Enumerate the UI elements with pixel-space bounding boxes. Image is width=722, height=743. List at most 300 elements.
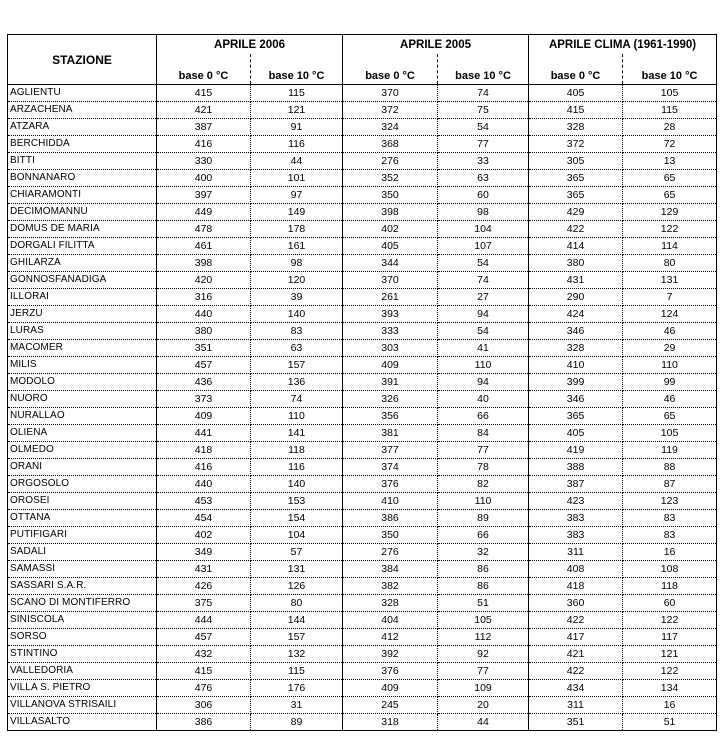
- table-body: [8, 85, 717, 731]
- value-cell-2005-base-10: 110: [438, 357, 529, 374]
- value-cell-clima-base-10: 46: [623, 391, 717, 408]
- value-cell-2006-base-10: 118: [251, 442, 343, 459]
- value-cell-2005-base-0: 368: [343, 136, 438, 153]
- station-name-cell: SORSO: [8, 629, 157, 646]
- value-cell-2005-base-0: 328: [343, 595, 438, 612]
- value-cell-2006-base-0: 436: [157, 374, 251, 391]
- value-cell-2005-base-10: 77: [438, 663, 529, 680]
- station-name-cell: AGLIENTU: [8, 85, 157, 102]
- value-cell-2005-base-0: 352: [343, 170, 438, 187]
- value-cell-2006-base-10: 178: [251, 221, 343, 238]
- value-cell-2005-base-10: 89: [438, 510, 529, 527]
- value-cell-2005-base-10: 104: [438, 221, 529, 238]
- value-cell-clima-base-10: 87: [623, 476, 717, 493]
- table-row: [8, 136, 717, 153]
- station-name-cell: ATZARA: [8, 119, 157, 136]
- table-row: [8, 408, 717, 425]
- value-cell-clima-base-0: 387: [529, 476, 623, 493]
- table-row: [8, 714, 717, 731]
- value-cell-2005-base-10: 109: [438, 680, 529, 697]
- value-cell-2005-base-0: 344: [343, 255, 438, 272]
- value-cell-2005-base-10: 63: [438, 170, 529, 187]
- value-cell-2006-base-0: 453: [157, 493, 251, 510]
- value-cell-2006-base-0: 415: [157, 85, 251, 102]
- value-cell-2005-base-0: 276: [343, 153, 438, 170]
- station-name-cell: STINTINO: [8, 646, 157, 663]
- value-cell-2005-base-0: 356: [343, 408, 438, 425]
- station-name-cell: GHILARZA: [8, 255, 157, 272]
- header-2006-base-10: base 10 °C: [251, 54, 343, 85]
- value-cell-2006-base-10: 140: [251, 476, 343, 493]
- value-cell-2006-base-0: 441: [157, 425, 251, 442]
- table-row: [8, 238, 717, 255]
- value-cell-2006-base-10: 115: [251, 85, 343, 102]
- value-cell-2005-base-0: 382: [343, 578, 438, 595]
- station-name-cell: NURALLAO: [8, 408, 157, 425]
- value-cell-2005-base-10: 40: [438, 391, 529, 408]
- value-cell-2005-base-0: 405: [343, 238, 438, 255]
- value-cell-2006-base-10: 116: [251, 136, 343, 153]
- value-cell-2006-base-0: 478: [157, 221, 251, 238]
- value-cell-clima-base-10: 65: [623, 187, 717, 204]
- value-cell-2005-base-10: 94: [438, 374, 529, 391]
- table-row: [8, 595, 717, 612]
- value-cell-2006-base-10: 126: [251, 578, 343, 595]
- station-name-cell: SAMASSI: [8, 561, 157, 578]
- value-cell-2006-base-0: 402: [157, 527, 251, 544]
- table-row: [8, 170, 717, 187]
- value-cell-clima-base-10: 46: [623, 323, 717, 340]
- value-cell-2005-base-10: 86: [438, 561, 529, 578]
- value-cell-2006-base-10: 83: [251, 323, 343, 340]
- value-cell-clima-base-10: 122: [623, 663, 717, 680]
- value-cell-clima-base-0: 290: [529, 289, 623, 306]
- station-name-cell: DECIMOMANNU: [8, 204, 157, 221]
- header-aprile-clima: APRILE CLIMA (1961-1990): [529, 35, 717, 55]
- value-cell-2006-base-10: 140: [251, 306, 343, 323]
- value-cell-2006-base-10: 101: [251, 170, 343, 187]
- value-cell-2006-base-0: 330: [157, 153, 251, 170]
- value-cell-2005-base-10: 44: [438, 714, 529, 731]
- value-cell-2006-base-0: 398: [157, 255, 251, 272]
- value-cell-2005-base-0: 303: [343, 340, 438, 357]
- value-cell-2006-base-10: 141: [251, 425, 343, 442]
- value-cell-2006-base-0: 386: [157, 714, 251, 731]
- value-cell-clima-base-10: 117: [623, 629, 717, 646]
- value-cell-2005-base-0: 326: [343, 391, 438, 408]
- table-row: [8, 119, 717, 136]
- header-aprile-2005: APRILE 2005: [343, 35, 529, 55]
- station-name-cell: JERZU: [8, 306, 157, 323]
- value-cell-clima-base-0: 429: [529, 204, 623, 221]
- value-cell-2006-base-0: 420: [157, 272, 251, 289]
- value-cell-2006-base-0: 426: [157, 578, 251, 595]
- value-cell-2006-base-10: 149: [251, 204, 343, 221]
- value-cell-clima-base-0: 360: [529, 595, 623, 612]
- value-cell-2006-base-10: 157: [251, 357, 343, 374]
- value-cell-2006-base-0: 449: [157, 204, 251, 221]
- value-cell-2006-base-10: 116: [251, 459, 343, 476]
- value-cell-2005-base-0: 370: [343, 85, 438, 102]
- table-row: [8, 510, 717, 527]
- value-cell-clima-base-10: 65: [623, 408, 717, 425]
- value-cell-clima-base-10: 72: [623, 136, 717, 153]
- value-cell-2005-base-10: 66: [438, 408, 529, 425]
- station-name-cell: CHIARAMONTI: [8, 187, 157, 204]
- value-cell-clima-base-10: 13: [623, 153, 717, 170]
- table-row: [8, 357, 717, 374]
- value-cell-2005-base-10: 105: [438, 612, 529, 629]
- table-row: [8, 306, 717, 323]
- value-cell-2006-base-0: 416: [157, 459, 251, 476]
- table-row: [8, 289, 717, 306]
- value-cell-clima-base-0: 414: [529, 238, 623, 255]
- value-cell-2006-base-10: 176: [251, 680, 343, 697]
- value-cell-clima-base-10: 28: [623, 119, 717, 136]
- value-cell-2005-base-10: 33: [438, 153, 529, 170]
- value-cell-2005-base-0: 384: [343, 561, 438, 578]
- value-cell-2005-base-0: 372: [343, 102, 438, 119]
- table-row: [8, 391, 717, 408]
- station-name-cell: BONNANARO: [8, 170, 157, 187]
- value-cell-2006-base-0: 461: [157, 238, 251, 255]
- table-row: [8, 442, 717, 459]
- station-name-cell: NUORO: [8, 391, 157, 408]
- value-cell-2005-base-10: 32: [438, 544, 529, 561]
- value-cell-clima-base-0: 434: [529, 680, 623, 697]
- station-name-cell: SADALI: [8, 544, 157, 561]
- value-cell-clima-base-10: 16: [623, 544, 717, 561]
- table-row: [8, 493, 717, 510]
- value-cell-2005-base-0: 245: [343, 697, 438, 714]
- value-cell-2006-base-0: 373: [157, 391, 251, 408]
- value-cell-2006-base-0: 444: [157, 612, 251, 629]
- value-cell-2006-base-0: 432: [157, 646, 251, 663]
- value-cell-2005-base-0: 276: [343, 544, 438, 561]
- value-cell-2006-base-0: 380: [157, 323, 251, 340]
- value-cell-2005-base-0: 386: [343, 510, 438, 527]
- table-row: [8, 374, 717, 391]
- header-aprile-2006: APRILE 2006: [157, 35, 343, 55]
- value-cell-2006-base-0: 416: [157, 136, 251, 153]
- value-cell-2005-base-10: 54: [438, 119, 529, 136]
- value-cell-2006-base-0: 375: [157, 595, 251, 612]
- value-cell-2005-base-0: 350: [343, 527, 438, 544]
- station-name-cell: SCANO DI MONTIFERRO: [8, 595, 157, 612]
- value-cell-clima-base-10: 83: [623, 510, 717, 527]
- station-name-cell: LURAS: [8, 323, 157, 340]
- value-cell-2006-base-10: 57: [251, 544, 343, 561]
- table-row: [8, 340, 717, 357]
- value-cell-2006-base-0: 457: [157, 357, 251, 374]
- value-cell-2005-base-0: 381: [343, 425, 438, 442]
- station-name-cell: OLMEDO: [8, 442, 157, 459]
- value-cell-2005-base-0: 376: [343, 476, 438, 493]
- table-row: [8, 187, 717, 204]
- value-cell-2006-base-0: 387: [157, 119, 251, 136]
- value-cell-2005-base-10: 74: [438, 272, 529, 289]
- value-cell-clima-base-10: 118: [623, 578, 717, 595]
- header-2006-base-0: base 0 °C: [157, 54, 251, 85]
- value-cell-2006-base-10: 91: [251, 119, 343, 136]
- value-cell-2006-base-10: 157: [251, 629, 343, 646]
- table-row: [8, 527, 717, 544]
- value-cell-2006-base-10: 44: [251, 153, 343, 170]
- value-cell-2006-base-10: 39: [251, 289, 343, 306]
- value-cell-2005-base-10: 92: [438, 646, 529, 663]
- value-cell-clima-base-10: 65: [623, 170, 717, 187]
- value-cell-2005-base-0: 318: [343, 714, 438, 731]
- value-cell-2005-base-0: 393: [343, 306, 438, 323]
- table-row: [8, 629, 717, 646]
- value-cell-2006-base-0: 418: [157, 442, 251, 459]
- value-cell-clima-base-10: 115: [623, 102, 717, 119]
- value-cell-2006-base-0: 316: [157, 289, 251, 306]
- value-cell-2005-base-10: 77: [438, 136, 529, 153]
- value-cell-2005-base-10: 84: [438, 425, 529, 442]
- value-cell-2005-base-0: 324: [343, 119, 438, 136]
- table-row: [8, 255, 717, 272]
- value-cell-2006-base-10: 63: [251, 340, 343, 357]
- station-name-cell: OTTANA: [8, 510, 157, 527]
- value-cell-2005-base-10: 74: [438, 85, 529, 102]
- value-cell-clima-base-0: 408: [529, 561, 623, 578]
- value-cell-clima-base-10: 108: [623, 561, 717, 578]
- value-cell-2006-base-10: 104: [251, 527, 343, 544]
- station-name-cell: MACOMER: [8, 340, 157, 357]
- value-cell-clima-base-0: 365: [529, 170, 623, 187]
- station-name-cell: OROSEI: [8, 493, 157, 510]
- value-cell-2006-base-0: 440: [157, 306, 251, 323]
- value-cell-2006-base-10: 161: [251, 238, 343, 255]
- value-cell-clima-base-10: 114: [623, 238, 717, 255]
- value-cell-clima-base-0: 388: [529, 459, 623, 476]
- value-cell-clima-base-0: 417: [529, 629, 623, 646]
- station-name-cell: ARZACHENA: [8, 102, 157, 119]
- header-2005-base-0: base 0 °C: [343, 54, 438, 85]
- value-cell-clima-base-0: 423: [529, 493, 623, 510]
- value-cell-clima-base-10: 134: [623, 680, 717, 697]
- value-cell-clima-base-0: 328: [529, 340, 623, 357]
- value-cell-2005-base-10: 54: [438, 323, 529, 340]
- value-cell-clima-base-0: 421: [529, 646, 623, 663]
- value-cell-clima-base-0: 422: [529, 663, 623, 680]
- station-name-cell: SASSARI S.A.R.: [8, 578, 157, 595]
- value-cell-2006-base-0: 400: [157, 170, 251, 187]
- value-cell-2005-base-10: 107: [438, 238, 529, 255]
- value-cell-clima-base-10: 99: [623, 374, 717, 391]
- value-cell-clima-base-0: 405: [529, 85, 623, 102]
- value-cell-clima-base-0: 431: [529, 272, 623, 289]
- value-cell-2006-base-10: 121: [251, 102, 343, 119]
- station-name-cell: DOMUS DE MARIA: [8, 221, 157, 238]
- value-cell-2005-base-10: 98: [438, 204, 529, 221]
- value-cell-clima-base-0: 311: [529, 544, 623, 561]
- value-cell-2005-base-0: 398: [343, 204, 438, 221]
- value-cell-clima-base-0: 422: [529, 221, 623, 238]
- table-row: [8, 561, 717, 578]
- value-cell-2006-base-0: 409: [157, 408, 251, 425]
- value-cell-2005-base-10: 94: [438, 306, 529, 323]
- station-name-cell: OLIENA: [8, 425, 157, 442]
- value-cell-clima-base-0: 399: [529, 374, 623, 391]
- value-cell-2005-base-10: 75: [438, 102, 529, 119]
- station-name-cell: DORGALI FILITTA: [8, 238, 157, 255]
- value-cell-2006-base-10: 97: [251, 187, 343, 204]
- table-row: [8, 578, 717, 595]
- table-row: [8, 646, 717, 663]
- header-2005-base-10: base 10 °C: [438, 54, 529, 85]
- value-cell-2006-base-0: 440: [157, 476, 251, 493]
- value-cell-clima-base-10: 122: [623, 612, 717, 629]
- value-cell-2005-base-10: 82: [438, 476, 529, 493]
- value-cell-clima-base-10: 88: [623, 459, 717, 476]
- station-name-cell: MILIS: [8, 357, 157, 374]
- value-cell-2005-base-0: 391: [343, 374, 438, 391]
- station-name-cell: VALLEDORIA: [8, 663, 157, 680]
- station-name-cell: VILLANOVA STRISAILI: [8, 697, 157, 714]
- table-row: [8, 425, 717, 442]
- value-cell-2005-base-0: 404: [343, 612, 438, 629]
- value-cell-clima-base-10: 110: [623, 357, 717, 374]
- value-cell-clima-base-0: 372: [529, 136, 623, 153]
- station-name-cell: ILLORAI: [8, 289, 157, 306]
- value-cell-2005-base-0: 374: [343, 459, 438, 476]
- value-cell-clima-base-0: 311: [529, 697, 623, 714]
- header-clima-base-10: base 10 °C: [623, 54, 717, 85]
- value-cell-2005-base-0: 410: [343, 493, 438, 510]
- value-cell-2006-base-10: 98: [251, 255, 343, 272]
- value-cell-2006-base-10: 31: [251, 697, 343, 714]
- value-cell-clima-base-0: 410: [529, 357, 623, 374]
- value-cell-clima-base-10: 124: [623, 306, 717, 323]
- value-cell-2006-base-0: 454: [157, 510, 251, 527]
- table-row: [8, 102, 717, 119]
- value-cell-2006-base-10: 115: [251, 663, 343, 680]
- station-name-cell: SINISCOLA: [8, 612, 157, 629]
- value-cell-clima-base-10: 60: [623, 595, 717, 612]
- station-name-cell: ORANI: [8, 459, 157, 476]
- table-row: [8, 204, 717, 221]
- value-cell-2005-base-0: 409: [343, 680, 438, 697]
- value-cell-2005-base-0: 261: [343, 289, 438, 306]
- value-cell-clima-base-10: 80: [623, 255, 717, 272]
- value-cell-clima-base-10: 105: [623, 85, 717, 102]
- value-cell-2006-base-0: 421: [157, 102, 251, 119]
- value-cell-clima-base-10: 51: [623, 714, 717, 731]
- value-cell-2006-base-0: 397: [157, 187, 251, 204]
- value-cell-2006-base-0: 351: [157, 340, 251, 357]
- value-cell-2006-base-10: 154: [251, 510, 343, 527]
- value-cell-clima-base-0: 380: [529, 255, 623, 272]
- value-cell-clima-base-10: 121: [623, 646, 717, 663]
- value-cell-clima-base-10: 129: [623, 204, 717, 221]
- table-row: [8, 85, 717, 102]
- value-cell-2005-base-10: 20: [438, 697, 529, 714]
- value-cell-2006-base-0: 349: [157, 544, 251, 561]
- value-cell-clima-base-10: 105: [623, 425, 717, 442]
- value-cell-2005-base-0: 392: [343, 646, 438, 663]
- value-cell-clima-base-0: 422: [529, 612, 623, 629]
- value-cell-2006-base-0: 415: [157, 663, 251, 680]
- value-cell-clima-base-0: 405: [529, 425, 623, 442]
- value-cell-2005-base-10: 60: [438, 187, 529, 204]
- value-cell-clima-base-10: 119: [623, 442, 717, 459]
- table-row: [8, 459, 717, 476]
- value-cell-2005-base-0: 409: [343, 357, 438, 374]
- value-cell-clima-base-0: 365: [529, 408, 623, 425]
- value-cell-2006-base-10: 132: [251, 646, 343, 663]
- station-name-cell: VILLASALTO: [8, 714, 157, 731]
- station-name-cell: MODOLO: [8, 374, 157, 391]
- value-cell-2005-base-10: 27: [438, 289, 529, 306]
- value-cell-2006-base-0: 306: [157, 697, 251, 714]
- value-cell-2005-base-10: 112: [438, 629, 529, 646]
- value-cell-clima-base-0: 365: [529, 187, 623, 204]
- value-cell-2005-base-10: 78: [438, 459, 529, 476]
- value-cell-2005-base-0: 377: [343, 442, 438, 459]
- value-cell-clima-base-10: 16: [623, 697, 717, 714]
- value-cell-clima-base-0: 415: [529, 102, 623, 119]
- header-clima-base-0: base 0 °C: [529, 54, 623, 85]
- value-cell-2005-base-10: 66: [438, 527, 529, 544]
- value-cell-2005-base-0: 402: [343, 221, 438, 238]
- table-row: [8, 272, 717, 289]
- value-cell-2005-base-0: 376: [343, 663, 438, 680]
- table-row: [8, 697, 717, 714]
- value-cell-clima-base-10: 131: [623, 272, 717, 289]
- table-row: [8, 612, 717, 629]
- value-cell-clima-base-0: 346: [529, 323, 623, 340]
- value-cell-clima-base-10: 123: [623, 493, 717, 510]
- value-cell-2006-base-0: 476: [157, 680, 251, 697]
- value-cell-clima-base-10: 122: [623, 221, 717, 238]
- value-cell-clima-base-10: 83: [623, 527, 717, 544]
- table-row: [8, 544, 717, 561]
- value-cell-2006-base-10: 144: [251, 612, 343, 629]
- station-name-cell: BERCHIDDA: [8, 136, 157, 153]
- value-cell-2005-base-10: 110: [438, 493, 529, 510]
- value-cell-2006-base-10: 110: [251, 408, 343, 425]
- value-cell-2005-base-0: 333: [343, 323, 438, 340]
- value-cell-clima-base-10: 7: [623, 289, 717, 306]
- value-cell-2005-base-0: 412: [343, 629, 438, 646]
- header-stazione: STAZIONE: [8, 35, 157, 85]
- value-cell-2005-base-10: 41: [438, 340, 529, 357]
- table-row: [8, 680, 717, 697]
- station-name-cell: VILLA S. PIETRO: [8, 680, 157, 697]
- value-cell-clima-base-0: 383: [529, 527, 623, 544]
- degree-days-table: [7, 34, 717, 731]
- value-cell-clima-base-0: 305: [529, 153, 623, 170]
- table-row: [8, 153, 717, 170]
- value-cell-clima-base-0: 418: [529, 578, 623, 595]
- value-cell-clima-base-0: 328: [529, 119, 623, 136]
- value-cell-clima-base-10: 29: [623, 340, 717, 357]
- table-row: [8, 323, 717, 340]
- value-cell-2005-base-0: 370: [343, 272, 438, 289]
- table-row: [8, 476, 717, 493]
- station-name-cell: ORGOSOLO: [8, 476, 157, 493]
- value-cell-2005-base-10: 51: [438, 595, 529, 612]
- value-cell-2006-base-10: 136: [251, 374, 343, 391]
- value-cell-2006-base-10: 131: [251, 561, 343, 578]
- station-name-cell: GONNOSFANADIGA: [8, 272, 157, 289]
- value-cell-2006-base-10: 74: [251, 391, 343, 408]
- value-cell-2005-base-10: 86: [438, 578, 529, 595]
- station-name-cell: PUTIFIGARI: [8, 527, 157, 544]
- value-cell-2006-base-10: 80: [251, 595, 343, 612]
